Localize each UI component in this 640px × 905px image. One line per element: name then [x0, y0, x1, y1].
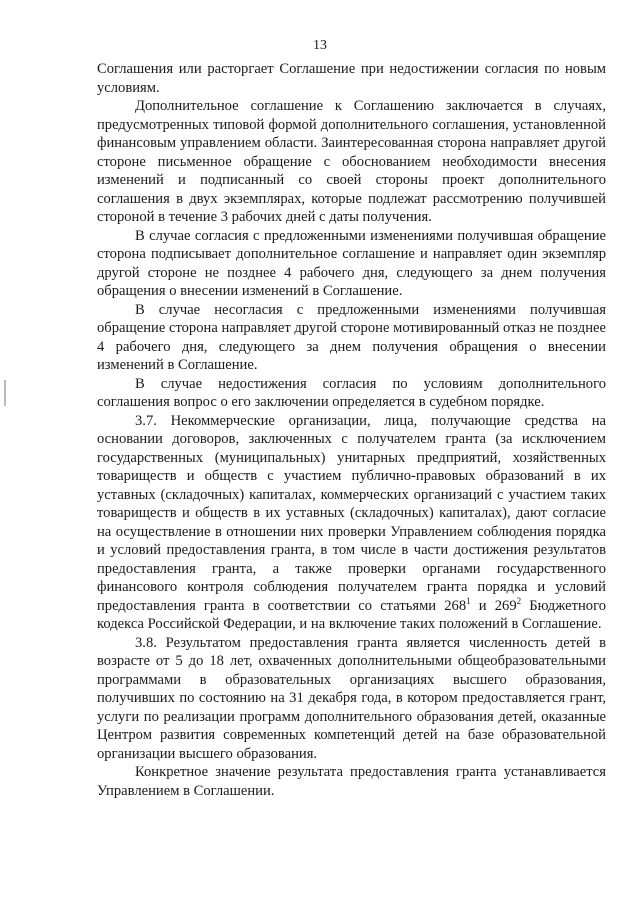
paragraph-3-7-and: и 269	[470, 597, 517, 614]
article-269-superscript: 2	[516, 595, 522, 606]
margin-scan-mark	[4, 380, 6, 406]
paragraph-agreement-consent: В случае согласия с предложенными изменениями получившая обращение сторона подписывает дополнительное соглашение и направляет один экземпляр другой стороне не позднее 4 рабочего дня, следующего за днем получения обращения о внесении изменений в Соглашение.	[97, 227, 606, 299]
article-268-superscript: 1	[466, 595, 471, 606]
page-number: 13	[313, 38, 327, 53]
paragraph-additional-agreement: Дополнительное соглашение к Соглашению заключается в случаях, предусмотренных типовой формой дополнительного соглашения, установленной финансовым управлением области. Заинтересованная сторона направляет другой стороне письменное обращение с обоснованием необходимости внесения изменений и подписанный со своей стороны проект дополнительного соглашения в двух экземплярах, которые подлежат рассмотрению получившей стороной в течение 3 рабочих дней с даты получения.	[97, 98, 606, 225]
paragraph-agreement-disagreement: В случае несогласия с предложенными изменениями получившая обращение сторона направляет другой стороне мотивированный отказ не позднее 4 рабочего дня, следующего за днем получения обращения о внесении изменений в Соглашение.	[97, 301, 606, 373]
paragraph-3-8: 3.8. Результатом предоставления гранта является численность детей в возрасте от 5 до 18 лет, охваченных дополнительными общеобразовательными программами в образовательных организациях высшего образования, получивших по состоянию на 31 декабря года, в котором предоставляется грант, услуги по реализации программ дополнительного образования детей, оказанные Центром развития современных компетенций детей на базе образовательной организации высшего образования.	[97, 634, 606, 762]
document-body	[97, 60, 606, 800]
paragraph-3-7-main: 3.7. Некоммерческие организации, лица, получающие средства на основании договоров, заключенных с получателем гранта (за исключением государственных (муниципальных) унитарных предприятий, хозяйственных товариществ и обществ с участием публично-правовых образований в их уставных (складочных) капиталах, коммерческих организаций с участием таких товариществ и обществ в их уставных (складочных) капиталах), дают согласие на осуществление в отношении них проверки Управлением соблюдения порядка и условий предоставления гранта, в том числе в части достижения результатов предоставления гранта, а также проверки органами государственного финансового контроля соблюдения получателем гранта порядка и условий предоставления гранта в соответствии со статьями 268	[97, 412, 606, 614]
paragraph-3-7	[97, 412, 606, 634]
paragraph-result-value: Конкретное значение результата предоставления гранта устанавливается Управлением в Соглашении.	[97, 764, 606, 799]
paragraph-3-7-end: Бюджетного кодекса Российской Федерации, и на включение таких положений в Соглашение.	[97, 597, 606, 632]
paragraph-court-procedure: В случае недостижения согласия по условиям дополнительного соглашения вопрос о его заключении определяется в судебном порядке.	[97, 375, 606, 410]
paragraph-continuation: Соглашения или расторгает Соглашение при недостижении согласия по новым условиям.	[97, 61, 606, 96]
